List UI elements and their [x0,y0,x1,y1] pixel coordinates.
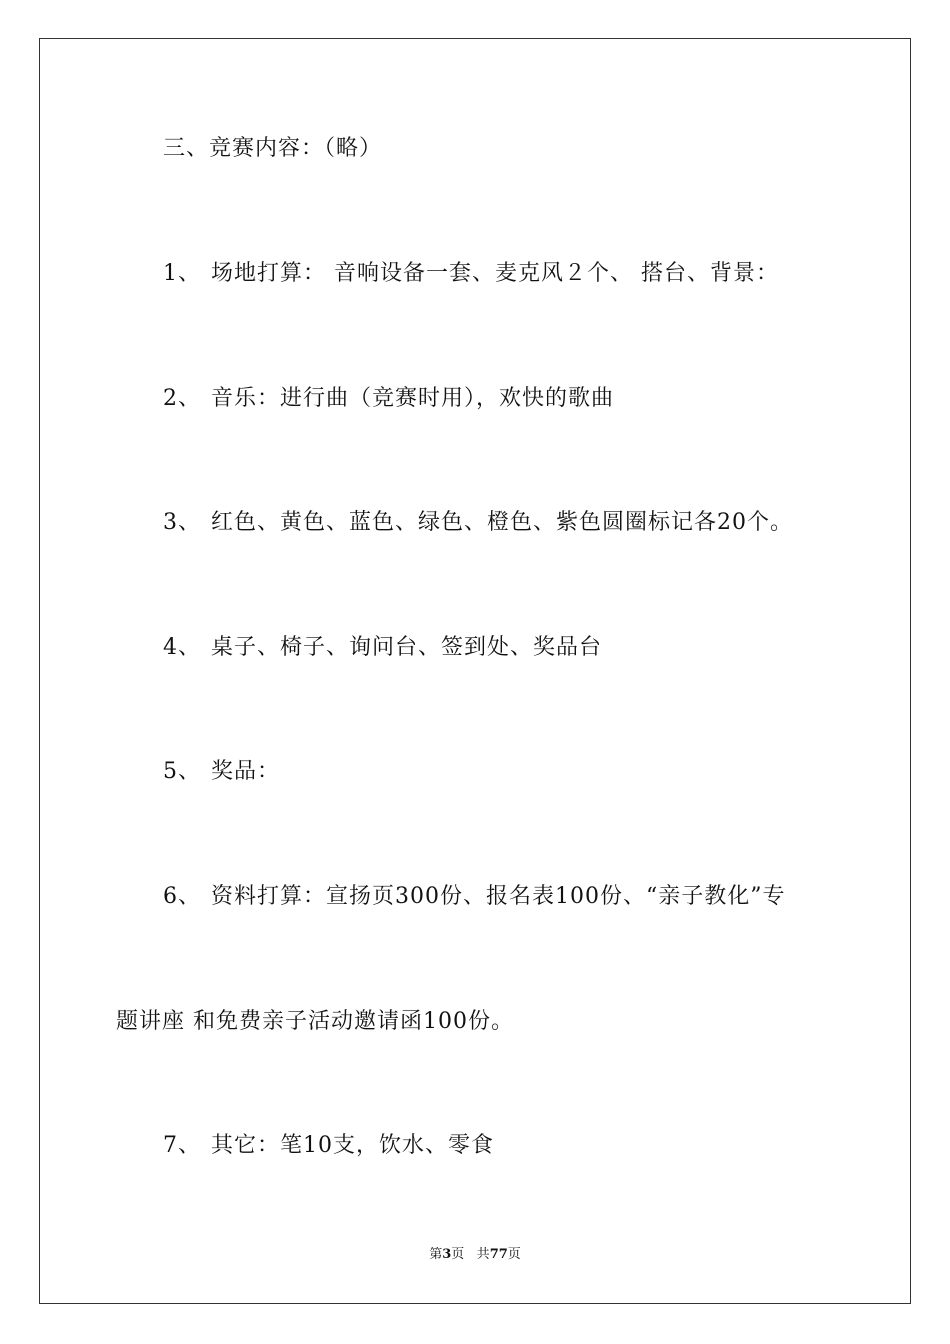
item-number: 2、 [163,386,201,411]
item-continuation: 题讲座 和免费亲子活动邀请函100份。 [116,1009,514,1034]
total-pages: 77 [489,1247,508,1262]
page-footer [0,1246,950,1264]
item-number: 7、 [163,1133,201,1158]
total-prefix: 共 [476,1247,490,1262]
list-item [163,259,779,289]
item-text: 其它：笔10支，饮水、零食 [211,1133,494,1158]
page-number: 3 [442,1247,452,1262]
item-number: 3、 [163,510,201,535]
item-number: 4、 [163,635,201,660]
list-item [163,1131,494,1161]
section-heading: 三、竞赛内容：（略） [163,136,383,161]
item-text: 场地打算： 音响设备一套、麦克风２个、 搭台、背景： [211,261,779,286]
item-number: 6、 [163,884,201,909]
item-text: 奖品： [211,759,281,784]
page-prefix: 第 [429,1247,443,1262]
page-frame [39,38,911,1304]
list-item [163,882,785,912]
item-text: 音乐：进行曲（竞赛时用），欢快的歌曲 [211,386,615,411]
page-suffix: 页 [451,1247,465,1262]
list-item [163,384,614,414]
item-number: 1、 [163,261,201,286]
list-item [163,757,280,787]
list-item [163,633,602,663]
item-number: 5、 [163,759,201,784]
item-text: 桌子、椅子、询问台、签到处、奖品台 [211,635,603,660]
total-suffix: 页 [507,1247,521,1262]
item-text: 红色、黄色、蓝色、绿色、橙色、紫色圆圈标记各20个。 [211,510,793,535]
list-item [163,508,793,538]
item-text: 资料打算：宣扬页300份、报名表100份、“亲子教化”专 [211,884,786,909]
